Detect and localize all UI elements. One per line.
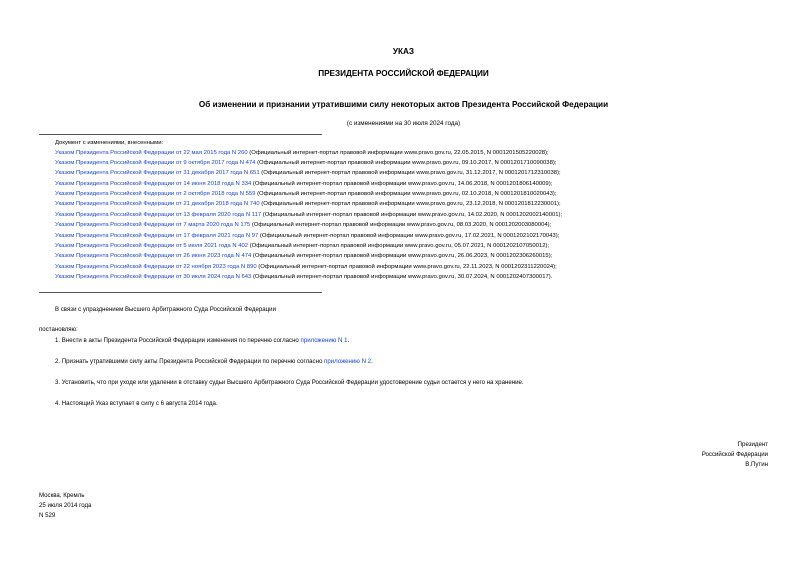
changes-heading: Документ с изменениями, внесенными: [55,140,164,146]
signatory-title [702,440,768,469]
amendment-source: (Официальный интернет-портал правовой информации www.pravo.gov.ru, 02.10.2018, N 0001201810020043); [255,191,557,198]
clause-3: 3. Установить, что при уходе или удалении в отставку судьи Высшего Арбитражного Суда Российской Федерации удостоверение судьи остается у него на хранение. [55,379,524,386]
appendix-1-link[interactable]: приложению N 1 [300,337,348,344]
amendment-decree-link[interactable]: Указом Президента Российской Федерации от 22 мая 2015 года N 260 [55,149,248,156]
decree-number: N 529 [39,511,56,519]
preamble-text: В связи с упразднением Высшего Арбитражного Суда Российской Федерации [55,306,276,313]
clause-1 [55,337,349,345]
amendment-source: (Официальный интернет-портал правовой информации www.pravo.gov.ru, 31.12.2017, N 0001201712310038); [259,170,561,177]
edition-note: (с изменениями на 30 июля 2024 года) [346,120,461,127]
amendment-source: (Официальный интернет-портал правовой информации www.pravo.gov.ru, 30.07.2024, N 0001202407300017). [251,274,553,281]
amendment-decree-link[interactable]: Указом Президента Российской Федерации от 13 февраля 2020 года N 117 [55,211,262,218]
amendment-item [55,232,562,242]
amendment-decree-link[interactable]: Указом Президента Российской Федерации от 5 июля 2021 года N 402 [55,243,249,250]
amendment-source: (Официальный интернет-портал правовой информации www.pravo.gov.ru, 17.02.2021, N 0001202102170043); [258,232,560,239]
changes-bottom-divider [39,292,322,293]
place-and-date [39,491,91,520]
amendment-item [55,221,562,231]
amendment-item [55,263,562,273]
amendment-source: (Официальный интернет-портал правовой информации www.pravo.gov.ru, 23.12.2018, N 0001201812230001); [259,201,561,208]
clause-4: 4. Настоящий Указ вступает в силу с 6 августа 2014 года. [55,400,218,407]
amendment-decree-link[interactable]: Указом Президента Российской Федерации от 17 февраля 2021 года N 97 [55,232,259,239]
amendment-decree-link[interactable]: Указом Президента Российской Федерации от 9 октября 2017 года N 474 [55,159,256,166]
clause-1-text: 1. Внести в акты Президента Российской Федерации изменения по перечню согласно [55,337,301,344]
amendment-item [55,252,562,262]
appendix-2-link[interactable]: приложению N 2 [324,358,372,365]
amendment-item [55,169,562,179]
decree-issuer: ПРЕЗИДЕНТА РОССИЙСКОЙ ФЕДЕРАЦИИ [318,69,489,78]
amendment-decree-link[interactable]: Указом Президента Российской Федерации от 26 июня 2023 года N 474 [55,253,252,260]
signing-date: 25 июля 2014 года [39,501,92,509]
amendment-decree-link[interactable]: Указом Президента Российской Федерации от 14 июня 2018 года N 334 [55,180,252,187]
decree-heading: УКАЗ [392,47,415,56]
amendment-decree-link[interactable]: Указом Президента Российской Федерации от 22 ноября 2023 года N 890 [55,263,257,270]
amendment-decree-link[interactable]: Указом Президента Российской Федерации от 2 октября 2018 года N 559 [55,191,256,198]
amendment-item [55,190,562,200]
amendment-item [55,211,562,221]
amendment-source: (Официальный интернет-портал правовой информации www.pravo.gov.ru, 09.10.2017, N 0001201710090038); [255,159,557,166]
amendment-item [55,273,562,283]
amendment-source: (Официальный интернет-портал правовой информации www.pravo.gov.ru, 14.02.2020, N 0001202002140001); [261,211,563,218]
signing-place: Москва, Кремль [39,492,85,499]
amendment-item [55,159,562,169]
changes-top-divider [39,134,322,135]
amendment-decree-link[interactable]: Указом Президента Российской Федерации от 30 июля 2024 года N 643 [55,274,252,281]
amendment-source: (Официальный интернет-портал правовой информации www.pravo.gov.ru, 08.03.2020, N 0001202003080004); [250,222,552,229]
amendment-item [55,200,562,210]
amendment-item [55,149,562,159]
clause-1-end: . [347,337,350,344]
amendment-decree-link[interactable]: Указом Президента Российской Федерации от 7 марта 2020 года N 175 [55,222,251,229]
amendment-source: (Официальный интернет-портал правовой информации www.pravo.gov.ru, 22.11.2023, N 0001202311220024); [256,263,557,270]
amendment-decree-link[interactable]: Указом Президента Российской Федерации от 31 декабря 2017 года N 651 [55,170,260,177]
amendment-source: (Официальный интернет-портал правовой информации www.pravo.gov.ru, 14.06.2018, N 0001201806140009); [251,180,553,187]
amendment-source: (Официальный интернет-портал правовой информации www.pravo.gov.ru, 22.05.2015, N 0001201505220028); [247,149,549,156]
clause-2-text: 2. Признать утратившими силу акты Президента Российской Федерации по перечню согласно [55,358,325,365]
signatory-line-1: Президент [737,441,768,448]
clause-2 [55,358,373,366]
signatory-name: В.Путин [745,460,768,468]
signatory-line-2: Российской Федерации [701,450,768,458]
amendment-item [55,242,562,252]
document-title: Об изменении и признании утратившими силу некоторых актов Президента Российской Федерации [198,100,609,109]
clause-2-end: . [371,358,373,365]
decree-word: постановляю: [39,326,78,333]
amendment-item [55,180,562,190]
changes-list [55,149,562,284]
amendment-decree-link[interactable]: Указом Президента Российской Федерации от 21 декабря 2018 года N 740 [55,201,260,208]
amendment-source: (Официальный интернет-портал правовой информации www.pravo.gov.ru, 05.07.2021, N 0001202107050012); [248,243,550,250]
amendment-source: (Официальный интернет-портал правовой информации www.pravo.gov.ru, 26.06.2023, N 0001202306260015); [251,253,553,260]
